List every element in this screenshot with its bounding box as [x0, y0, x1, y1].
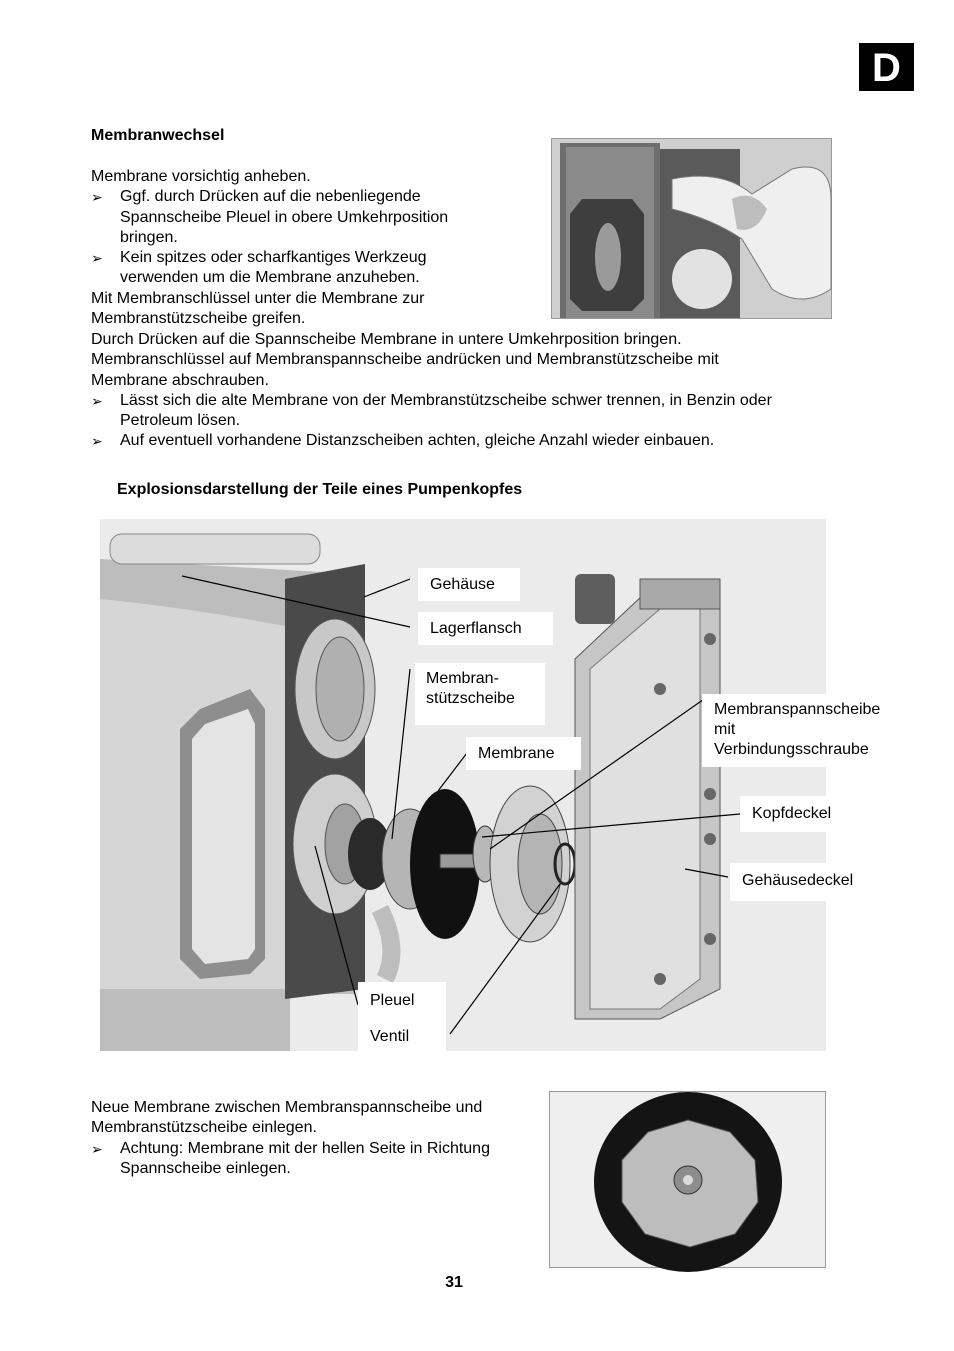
label-ventil: Ventil: [370, 1028, 410, 1045]
bullet-line: verwenden um die Membrane anzuheben.: [120, 269, 420, 287]
label-gehaeuse: Gehäuse: [418, 568, 520, 601]
paragraph-line: Membranstützscheibe einlegen.: [91, 1119, 317, 1137]
paragraph-line: Membrane abschrauben.: [91, 371, 269, 389]
section1-text-block: [91, 167, 551, 329]
bullet-arrow-icon: ➢: [91, 250, 103, 267]
section1-text-block-wide: [91, 330, 871, 452]
paragraph-line: Durch Drücken auf die Spannscheibe Membrane in untere Umkehrposition bringen.: [91, 331, 682, 348]
label-line: Verbindungsschraube: [714, 741, 869, 758]
exploded-view-diagram: [100, 519, 881, 1051]
paragraph-line: Neue Membrane zwischen Membranspannscheibe und: [91, 1099, 483, 1116]
membrane-disc-photo: [549, 1091, 826, 1268]
section-title-explosionsdarstellung: Explosionsdarstellung der Teile eines Pumpenkopfes: [117, 481, 523, 498]
label-pleuel: Pleuel: [370, 992, 415, 1009]
bullet-line: Spannscheibe Pleuel in obere Umkehrposition: [120, 208, 449, 226]
bullet-line: Auf eventuell vorhandene Distanzscheiben achten, gleiche Anzahl wieder einbauen.: [120, 432, 715, 450]
bullet-line: Achtung: Membrane mit der hellen Seite in Richtung: [120, 1139, 490, 1157]
bullet-item: [91, 1139, 541, 1180]
paragraph-line: Membranschlüssel auf Membranspannscheibe andrücken und Membranstützscheibe mit: [91, 351, 719, 369]
label-membrane: Membrane: [466, 737, 581, 770]
bullet-line: Lässt sich die alte Membrane von der Membranstützscheibe schwer trennen, in Benzin oder: [120, 391, 772, 409]
page-number: 31: [445, 1274, 463, 1291]
bullet-item: [91, 431, 871, 451]
label-line: stützscheibe: [426, 690, 515, 707]
bullet-line: bringen.: [120, 228, 178, 246]
label-gehaeusedeckel: Gehäusedeckel: [730, 863, 826, 901]
membrane-lift-photo: [551, 138, 832, 319]
label-line: mit: [714, 721, 736, 738]
language-badge: D: [859, 43, 914, 91]
membrane-disc-illustration: [550, 1092, 825, 1267]
label-kopfdeckel: Kopfdeckel: [740, 796, 826, 832]
bullet-item: [91, 391, 871, 432]
bullet-line: Petroleum lösen.: [120, 412, 241, 430]
bullet-line: Ggf. durch Drücken auf die nebenliegende: [120, 188, 421, 206]
label-membranstuetzscheibe: [415, 663, 545, 725]
intro-text: Membrane vorsichtig anheben.: [91, 168, 311, 185]
label-pleuel-ventil: [358, 982, 446, 1051]
bullet-arrow-icon: ➢: [91, 433, 103, 450]
bullet-line: Kein spitzes oder scharfkantiges Werkzeug: [120, 249, 427, 267]
bullet-arrow-icon: ➢: [91, 189, 103, 206]
label-line: Membranspannscheibe: [714, 701, 881, 718]
paragraph-line: Membranstützscheibe greifen.: [91, 310, 306, 328]
bullet-item: [91, 248, 551, 289]
bullet-arrow-icon: ➢: [91, 392, 103, 409]
paragraph-line: Mit Membranschlüssel unter die Membrane zur: [91, 289, 425, 307]
bullet-line: Spannscheibe einlegen.: [120, 1159, 291, 1177]
label-line: Membran-: [426, 670, 499, 687]
section-title-membranwechsel: Membranwechsel: [91, 127, 225, 144]
bullet-arrow-icon: ➢: [91, 1140, 103, 1157]
section3-text-block: [91, 1098, 541, 1179]
bullet-item: [91, 187, 551, 248]
label-membranspannscheibe: [702, 694, 881, 767]
membrane-lift-illustration: [552, 139, 831, 318]
label-lagerflansch: Lagerflansch: [418, 612, 553, 645]
